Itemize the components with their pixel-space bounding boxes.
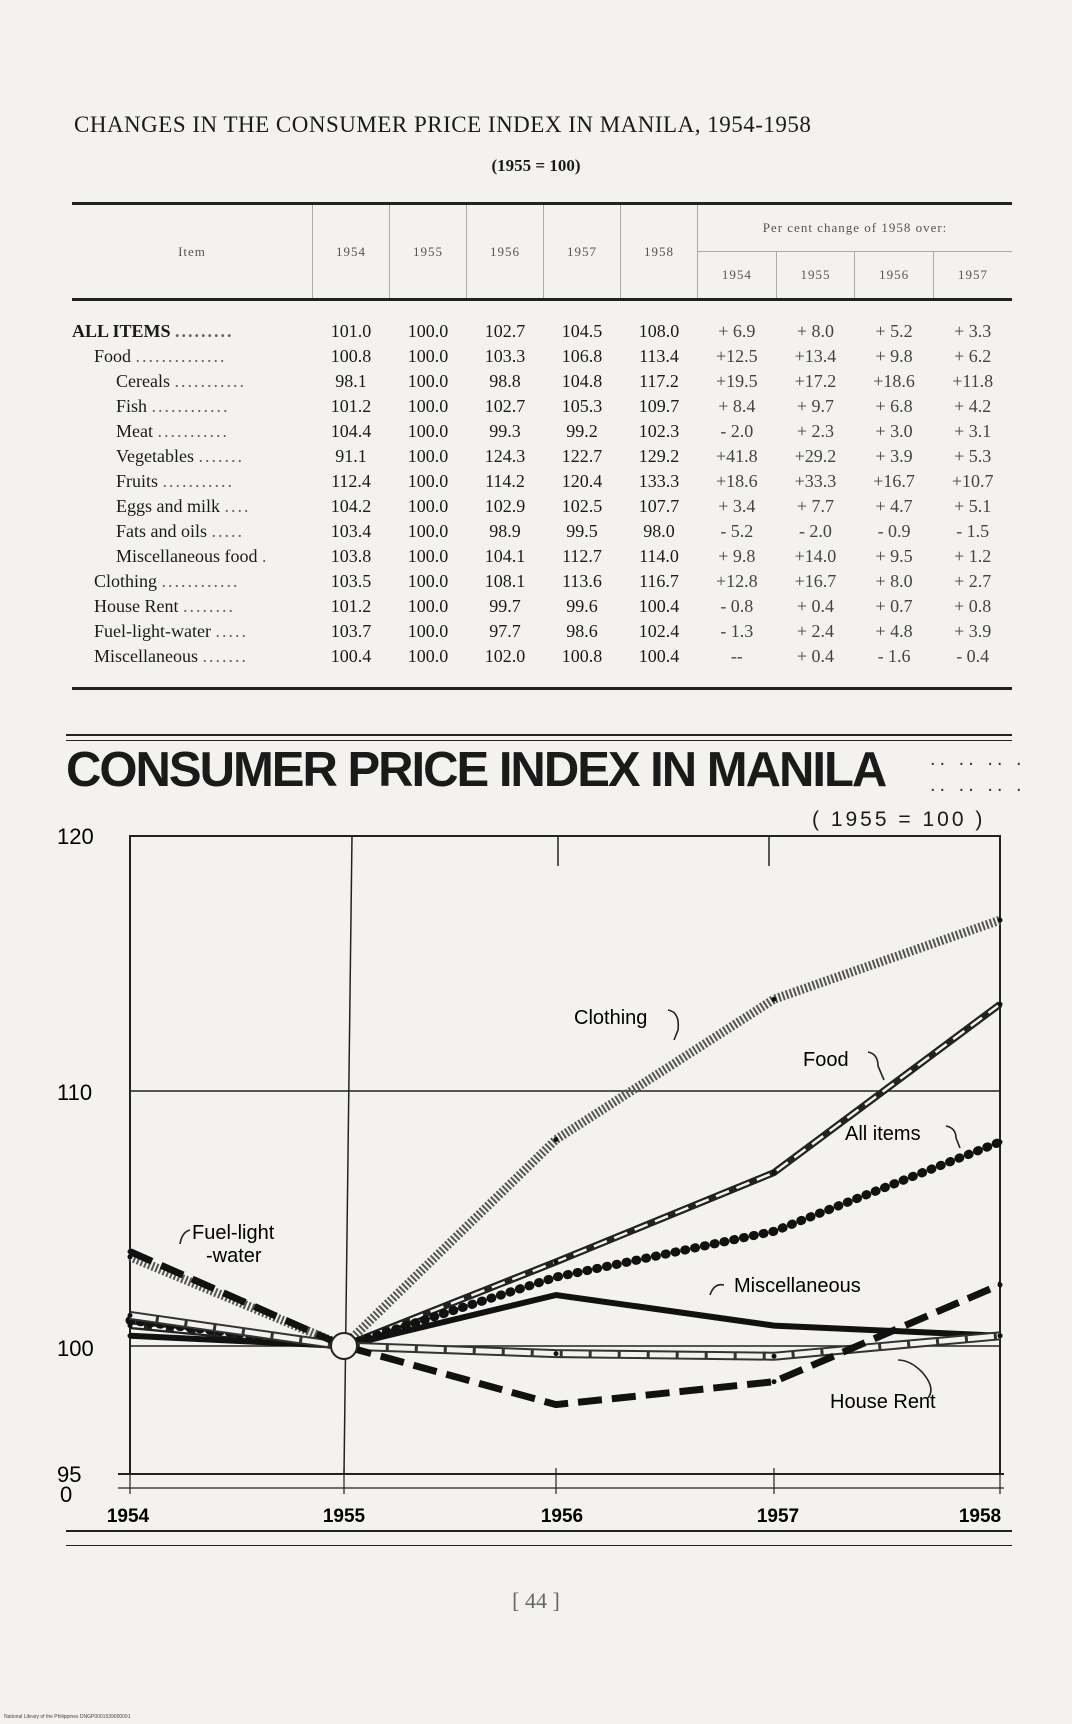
data-point [772,1323,777,1328]
percent-change-value: + 3.4 [718,496,756,516]
index-value: 99.5 [566,521,598,541]
index-value: 117.2 [639,371,679,391]
percent-change-value: +17.2 [794,371,837,391]
index-value: 91.1 [335,446,367,466]
percent-change-value: +13.4 [794,346,837,366]
data-point [998,1282,1003,1287]
label-pointer [868,1052,884,1080]
percent-change-value: + 9.8 [718,546,756,566]
percent-change-value: + 4.8 [875,621,913,641]
row-leader-dots: .............. [135,346,227,366]
index-value: 98.6 [566,621,598,641]
table-subtitle: (1955 = 100) [491,156,581,175]
index-value: 102.3 [638,421,680,441]
year-header: 1957 [544,204,621,300]
year-header: 1956 [467,204,544,300]
year-header: 1954 [313,204,390,300]
index-value: 103.5 [330,571,372,591]
index-value: 104.1 [484,546,526,566]
percent-change-value: + 5.2 [875,321,913,341]
y-zero-label: 0 [60,1482,73,1507]
x-tick-label: 1954 [106,1506,150,1527]
data-point [998,1140,1003,1145]
percent-change-value: - 1.5 [956,521,990,541]
index-value: 99.6 [566,596,598,616]
index-value: 104.4 [330,421,372,441]
index-value: 100.0 [407,596,449,616]
label-pointer [710,1285,724,1295]
percent-change-value: - 0.8 [720,596,754,616]
index-value: 102.7 [484,396,526,416]
percent-change-value: + 9.7 [796,396,835,416]
data-point [554,1293,559,1298]
label-pointer [668,1010,678,1040]
percent-change-value: + 8.0 [796,321,835,341]
percent-change-value: + 8.0 [875,571,913,591]
percent-change-value: + 2.3 [796,421,835,441]
percent-change-value: + 3.0 [875,421,913,441]
data-point [772,1379,777,1384]
row-label-text: Clothing [94,571,158,591]
plot-frame [130,836,1000,1474]
data-point [128,1249,133,1254]
row-label-text: Meat [116,421,153,441]
index-value: 100.0 [407,621,449,641]
base-point-marker [331,1333,357,1359]
index-value: 101.2 [330,396,372,416]
index-value: 100.0 [407,521,449,541]
percent-change-value: +33.3 [794,471,837,491]
index-value: 101.0 [330,321,372,341]
index-value: 114.2 [485,471,525,491]
y-tick-label: 100 [57,1336,94,1361]
data-point [128,1333,133,1338]
series-label-food: Food [803,1049,849,1071]
index-value: 100.0 [407,446,449,466]
row-leader-dots: ....... [198,446,244,466]
page-number: [ 44 ] [512,1588,560,1613]
percent-change-value: +12.5 [715,346,758,366]
percent-change-value: + 3.9 [875,446,913,466]
percent-change-value: +14.0 [794,546,837,566]
series-line-beads [130,1142,1000,1346]
index-value: 99.2 [566,421,598,441]
index-value: 102.5 [561,496,603,516]
percent-change-value: +19.5 [715,371,758,391]
percent-change-value: + 5.1 [954,496,992,516]
chart-title: CONSUMER PRICE INDEX IN MANILA [66,743,886,797]
percent-change-value: +18.6 [715,471,758,491]
data-point [128,1313,133,1318]
index-value: 98.1 [335,371,367,391]
index-value: 114.0 [639,546,679,566]
data-point [554,1351,559,1356]
row-label-text: Eggs and milk [116,496,220,516]
row-label-text: Miscellaneous [94,646,198,666]
label-pointer [946,1126,960,1148]
row-label-text: Vegetables [116,446,194,466]
footer-note: National Library of the Philippines DNGP0001539000091 [4,1714,131,1720]
index-value: 120.4 [561,471,603,491]
percent-change-value: +41.8 [715,446,758,466]
index-value: 100.0 [390,644,467,689]
series-label-house_rent: House Rent [830,1391,936,1413]
index-value: 100.0 [407,346,449,366]
percent-change-value: +12.8 [715,571,758,591]
row-label-text: Fats and oils [116,521,208,541]
index-value: 109.7 [638,396,680,416]
label-pointer [180,1230,190,1244]
percent-change-value: + 1.2 [954,546,992,566]
percent-change-value: + 7.7 [796,496,835,516]
series-label-clothing: Clothing [574,1007,648,1029]
series-label-fuel_1: Fuel-light [192,1222,275,1244]
index-value: 99.7 [489,596,521,616]
percent-change-value: + 5.3 [954,446,992,466]
chart-title-dots: .. .. .. . .. .. .. . [930,748,1026,796]
percent-change-value: - 1.3 [720,621,754,641]
index-value: 129.2 [638,446,680,466]
index-value: 102.0 [467,644,544,689]
data-point [772,1354,777,1359]
index-value: 112.7 [562,546,602,566]
percent-change-value: -- [698,644,777,689]
x-tick-label: 1958 [958,1506,1002,1527]
index-value: 106.8 [561,346,603,366]
index-value: 102.7 [484,321,526,341]
chart-bottom-rule [66,1545,1012,1546]
data-point [772,1170,777,1175]
percent-change-value: +16.7 [873,471,915,491]
index-value: 124.3 [484,446,526,466]
y-tick-label: 110 [57,1080,93,1105]
index-value: 100.8 [544,644,621,689]
year-header: 1955 [390,204,467,300]
percent-change-value: + 0.8 [954,596,992,616]
index-value: 100.0 [407,496,449,516]
data-point [998,1333,1003,1338]
row-label-text: Fish [116,396,148,416]
index-value: 113.4 [639,346,679,366]
percent-change-value: + 0.7 [875,596,913,616]
row-label-text: House Rent [94,596,179,616]
row-leader-dots: ........... [157,421,229,441]
index-value: 103.3 [484,346,526,366]
percent-change-value: - 0.4 [933,644,1012,689]
row-label-text: ALL ITEMS [72,321,171,341]
percent-change-value: + 0.4 [796,596,835,616]
percent-change-value: + 4.2 [954,396,992,416]
percent-change-value: +10.7 [951,471,994,491]
percent-change-value: - 2.0 [720,421,754,441]
y-tick-label: 120 [57,824,94,849]
index-value: 100.0 [407,371,449,391]
percent-change-value: +29.2 [794,446,837,466]
index-value: 104.5 [561,321,603,341]
index-value: 100.0 [407,571,449,591]
row-label-text: Food [94,346,132,366]
index-value: 99.3 [489,421,521,441]
index-value: 122.7 [561,446,603,466]
row-leader-dots: .... [224,496,251,516]
index-value: 103.8 [330,546,372,566]
index-value: 133.3 [638,471,680,491]
percent-change-value: + 9.8 [875,346,913,366]
percent-change-value: + 6.9 [718,321,756,341]
percent-change-value: +16.7 [794,571,837,591]
data-point [772,997,777,1002]
percent-change-value: - 1.6 [855,644,934,689]
percent-change-value: +11.8 [952,371,994,391]
percent-change-value: + 9.5 [875,546,913,566]
percent-change-value: + 4.7 [875,496,913,516]
row-label-text: Miscellaneous food [116,546,258,566]
index-value: 100.0 [407,321,449,341]
data-point [554,1259,559,1264]
index-value: 97.7 [489,621,521,641]
index-value: 112.4 [331,471,371,491]
percent-change-value: + 6.8 [875,396,913,416]
x-tick-label: 1955 [322,1506,366,1527]
x-tick-label: 1957 [756,1506,800,1527]
row-leader-dots: ........ [183,596,235,616]
index-value: 108.0 [638,321,680,341]
gridline-1955 [344,836,352,1474]
data-point [772,1229,777,1234]
index-value: 101.2 [330,596,372,616]
row-label-text: Cereals [116,371,170,391]
row-leader-dots: ....... [202,646,248,666]
row-leader-dots: ........... [174,371,246,391]
index-value: 100.0 [407,421,449,441]
index-value: 100.4 [638,596,680,616]
data-point [554,1402,559,1407]
year-header: 1958 [621,204,698,300]
percent-change-value: - 2.0 [798,521,832,541]
index-value: 100.8 [330,346,372,366]
percent-change-value: + 0.4 [776,644,855,689]
index-value: 104.8 [561,371,603,391]
data-point [998,1002,1003,1007]
index-value: 107.7 [638,496,680,516]
index-value: 102.9 [484,496,526,516]
change-year-header: 1957 [933,252,1012,300]
row-leader-dots: ........... [162,471,235,491]
percent-change-value: + 2.4 [796,621,835,641]
change-year-header: 1955 [776,252,855,300]
data-point [554,1137,559,1142]
index-value: 98.8 [489,371,521,391]
table-title: CHANGES IN THE CONSUMER PRICE INDEX IN MANILA, 1954-1958 [74,112,812,137]
row-leader-dots: ..... [215,621,248,641]
row-leader-dots: ......... [175,321,234,341]
change-header: Per cent change of 1958 over: [698,204,1013,252]
percent-change-value: +18.6 [873,371,915,391]
x-tick-label: 1956 [540,1506,584,1527]
percent-change-value: + 3.3 [954,321,992,341]
percent-change-value: + 6.2 [954,346,992,366]
row-leader-dots: ..... [211,521,245,541]
index-value: 98.0 [643,521,675,541]
percent-change-value: + 3.1 [954,421,992,441]
index-value: 100.0 [407,471,449,491]
y-tick-label: 95 [57,1462,82,1487]
index-value: 108.1 [484,571,526,591]
percent-change-value: - 5.2 [720,521,754,541]
row-leader-dots: ............ [161,571,240,591]
index-value: 103.7 [330,621,372,641]
row-leader-dots: . [261,546,269,566]
chart-subtitle: ( 1955 = 100 ) [812,808,986,831]
index-value: 113.6 [562,571,602,591]
index-value: 100.4 [621,644,698,689]
series-label-miscellaneous: Miscellaneous [734,1275,861,1297]
index-value: 104.2 [330,496,372,516]
row-label-text: Fuel-light-water [94,621,211,641]
series-label-all_items: All items [845,1123,921,1145]
index-value: 116.7 [639,571,679,591]
index-value: 105.3 [561,396,603,416]
percent-change-value: + 3.9 [954,621,992,641]
index-value: 103.4 [330,521,372,541]
percent-change-value: - 0.9 [877,521,911,541]
index-value: 100.4 [313,644,390,689]
series-label-fuel_2: -water [206,1245,262,1267]
data-point [998,918,1003,923]
index-value: 100.0 [407,396,449,416]
change-year-header: 1956 [855,252,934,300]
row-leader-dots: ............ [151,396,230,416]
item-header: Item [72,204,313,300]
data-point [554,1275,559,1280]
index-value: 100.0 [407,546,449,566]
index-value: 102.4 [638,621,680,641]
row-label-text: Fruits [116,471,159,491]
change-year-header: 1954 [698,252,777,300]
chart-bottom-rule [66,1530,1012,1532]
percent-change-value: + 2.7 [954,571,992,591]
percent-change-value: + 8.4 [718,396,756,416]
index-value: 98.9 [489,521,521,541]
